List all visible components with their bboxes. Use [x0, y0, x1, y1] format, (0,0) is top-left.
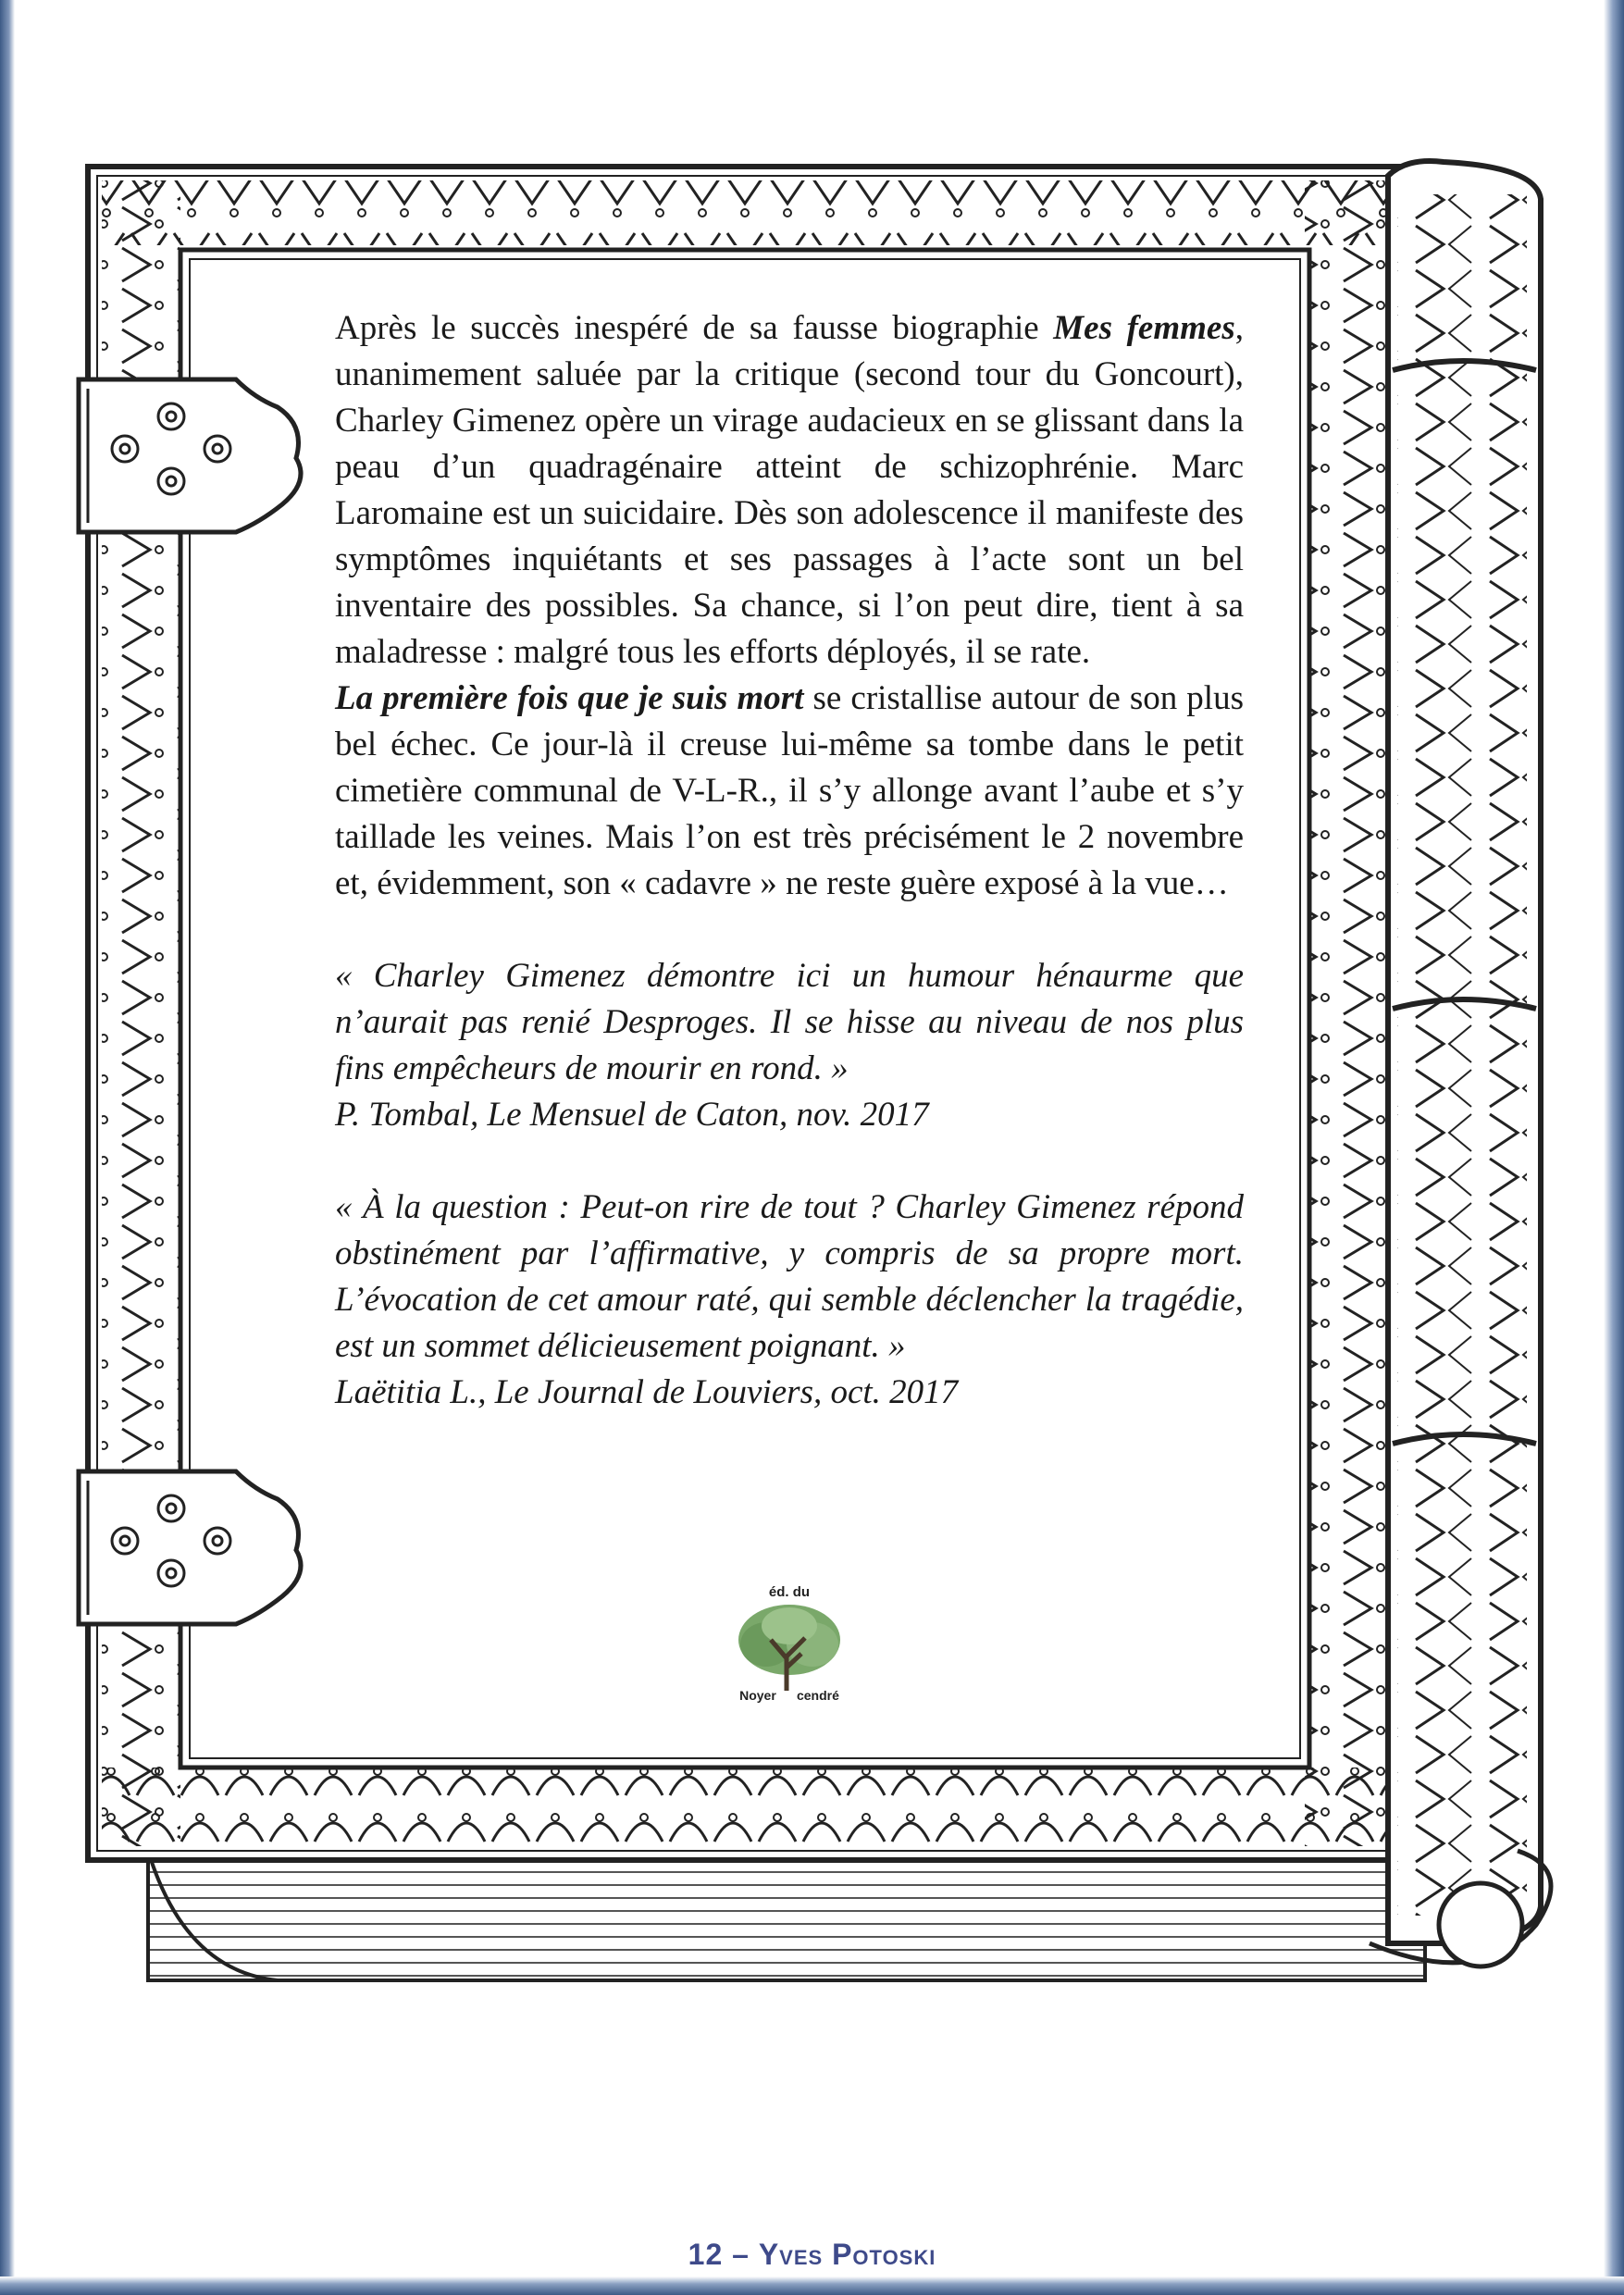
- publisher-logo: [729, 1584, 849, 1710]
- spacer: [335, 1138, 1244, 1185]
- publisher-word-cendre: cendré: [796, 1688, 839, 1703]
- page-footer: [0, 2238, 1624, 2272]
- back-cover-text: [335, 305, 1244, 1416]
- book-title-main: La première fois que je suis mort: [335, 679, 804, 717]
- author-name: Yves Potoski: [758, 2238, 936, 2271]
- review-quote-2: « À la question : Peut-on rire de tout ? Charley Gimenez répond obstinément par l’affirmative, y compris de sa propre mort. L’évocation de cet amour raté, qui semble déclencher la tragédie, est un sommet délicieusement poignant. »: [335, 1188, 1244, 1365]
- publisher-logo-bottom-text: [729, 1688, 849, 1703]
- spacer: [335, 907, 1244, 953]
- review-quote-1: « Charley Gimenez démontre ici un humour hénaurme que n’aurait pas renié Desproges. Il se hisse au niveau de nos plus fins empêcheurs de mourir en rond. »: [335, 957, 1244, 1087]
- summary-paragraph-2: [335, 676, 1244, 907]
- page-number: 12: [688, 2238, 724, 2271]
- review-attribution-2: Laëtitia L., Le Journal de Louviers, oct. 2017: [335, 1373, 959, 1411]
- walnut-tree-icon: [729, 1603, 849, 1695]
- review-attribution-1: P. Tombal, Le Mensuel de Caton, nov. 2017: [335, 1096, 929, 1134]
- summary-intro: Après le succès inespéré de sa fausse biographie: [335, 309, 1054, 347]
- summary-paragraph-1-rest: , unanimement saluée par la critique (second tour du Goncourt), Charley Gimenez opère un virage audacieux en se glissant dans la peau d’un quadragénaire atteint de schizophrénie. Marc Laromaine est un suicidaire. Dès son adolescence il manifeste des symptômes inquiétants et ses passages à l’acte sont un bel inventaire des possibles. Sa chance, si l’on peut dire, tient à sa maladresse : malgré tous les efforts déployés, il se rate.: [335, 309, 1244, 671]
- footer-separator: –: [732, 2238, 750, 2271]
- summary-paragraph-2-rest: se cristallise autour de son plus bel échec. Ce jour-là il creuse lui-même sa tombe dans le petit cimetière communal de V-L-R., il s’y allonge avant l’aube et s’y taillade les veines. Mais l’on est très précisément le 2 novembre et, évidemment, son « cadavre » ne reste guère exposé à la vue…: [335, 679, 1244, 902]
- publisher-word-noyer: Noyer: [739, 1688, 776, 1703]
- summary-paragraph-1: [335, 305, 1244, 676]
- publisher-logo-top-text: éd. du: [768, 1584, 811, 1600]
- book-title-mes-femmes: Mes femmes: [1053, 309, 1235, 347]
